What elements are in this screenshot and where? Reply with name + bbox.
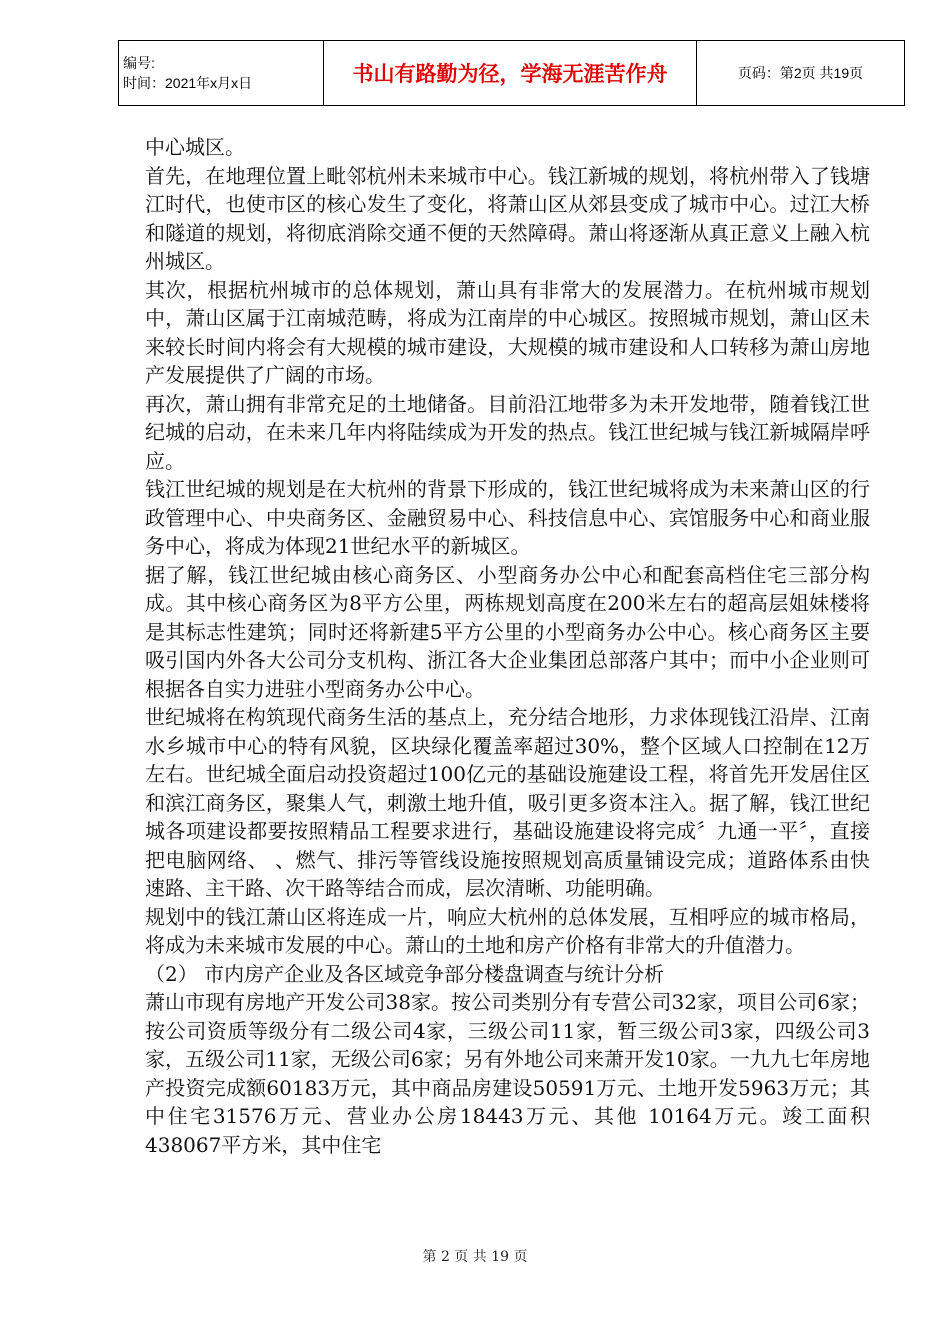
- paragraph: 世纪城将在构筑现代商务生活的基点上，充分结合地形，力求体现钱江沿岸、江南水乡城市中心的特有风貌，区块绿化覆盖率超过30%，整个区域人口控制在12万左右。世纪城全面启动投资超过100亿元的基础设施建设工程，将首先开发居住区和滨江商务区，聚集人气，刺激土地升值，吸引更多资本注入。据了解，钱江世纪城各项建设都要按照精品工程要求进行，基础设施建设将完成〞九通一平〞，直接把电脑网络、 、燃气、排污等管线设施按照规划高质量铺设完成；道路体系由快速路、主干路、次干路等结合而成，层次清晰、功能明确。: [145, 705, 870, 900]
- paragraph: 再次，萧山拥有非常充足的土地储备。目前沿江地带多为未开发地带，随着钱江世纪城的启动，在未来几年内将陆续成为开发的热点。钱江世纪城与钱江新城隔岸呼应。: [145, 391, 870, 473]
- page-footer: 第 2 页 共 19 页: [422, 1249, 528, 1265]
- section-heading: （2） 市内房产企业及各区域竞争部分楼盘调查与统计分析: [145, 961, 665, 986]
- paragraph: 中心城区。: [145, 135, 245, 159]
- page-info: 页码：第2页 共19页: [697, 41, 905, 106]
- paragraph: 据了解，钱江世纪城由核心商务区、小型商务办公中心和配套高档住宅三部分构成。其中核心商务区为8平方公里，两栋规划高度在200米左右的超高层姐妹楼将是其标志性建筑；同时还将新建5平方公里的小型商务办公中心。核心商务区主要吸引国内外各大公司分支机构、浙江各大企业集团总部落户其中；而中小企业则可根据各自实力进驻小型商务办公中心。: [145, 562, 870, 701]
- paragraph: 其次，根据杭州城市的总体规划，萧山具有非常大的发展潜力。在杭州城市规划中，萧山区属于江南城范畴，将成为江南岸的中心城区。按照城市规划，萧山区未来较长时间内将会有大规模的城市建设，大规模的城市建设和人口转移为萧山房地产发展提供了广阔的市场。: [145, 277, 870, 387]
- motto: 书山有路勤为径，学海无涯苦作舟: [324, 41, 697, 106]
- number-label: 编号:: [123, 55, 155, 71]
- time-label: 时间：2021年x月x日: [123, 75, 253, 91]
- document-body: [145, 133, 870, 1159]
- document-header: [118, 40, 905, 106]
- header-meta-cell: [119, 41, 324, 106]
- paragraph: 规划中的钱江萧山区将连成一片，响应大杭州的总体发展，互相呼应的城市格局，将成为未来城市发展的中心。萧山的土地和房产价格有非常大的升值潜力。: [145, 904, 870, 957]
- paragraph: 首先，在地理位置上毗邻杭州未来城市中心。钱江新城的规划，将杭州带入了钱塘江时代，也使市区的核心发生了变化，将萧山区从郊县变成了城市中心。过江大桥和隧道的规划，将彻底消除交通不便的天然障碍。萧山将逐渐从真正意义上融入杭州城区。: [145, 163, 870, 273]
- paragraph: 钱江世纪城的规划是在大杭州的背景下形成的，钱江世纪城将成为未来萧山区的行政管理中心、中央商务区、金融贸易中心、科技信息中心、宾馆服务中心和商业服务中心，将成为体现21世纪水平的新城区。: [145, 477, 870, 558]
- paragraph: 萧山市现有房地产开发公司38家。按公司类别分有专营公司32家，项目公司6家；按公司资质等级分有二级公司4家，三级公司11家，暂三级公司3家，四级公司3家，五级公司11家，无级公司6家；另有外地公司来萧开发10家。一九九七年房地产投资完成额60183万元，其中商品房建设50591万元、土地开发5963万元；其中住宅31576万元、营业办公房18443万元、其他 10164万元。竣工面积 438067平方米，其中住宅: [145, 990, 870, 1157]
